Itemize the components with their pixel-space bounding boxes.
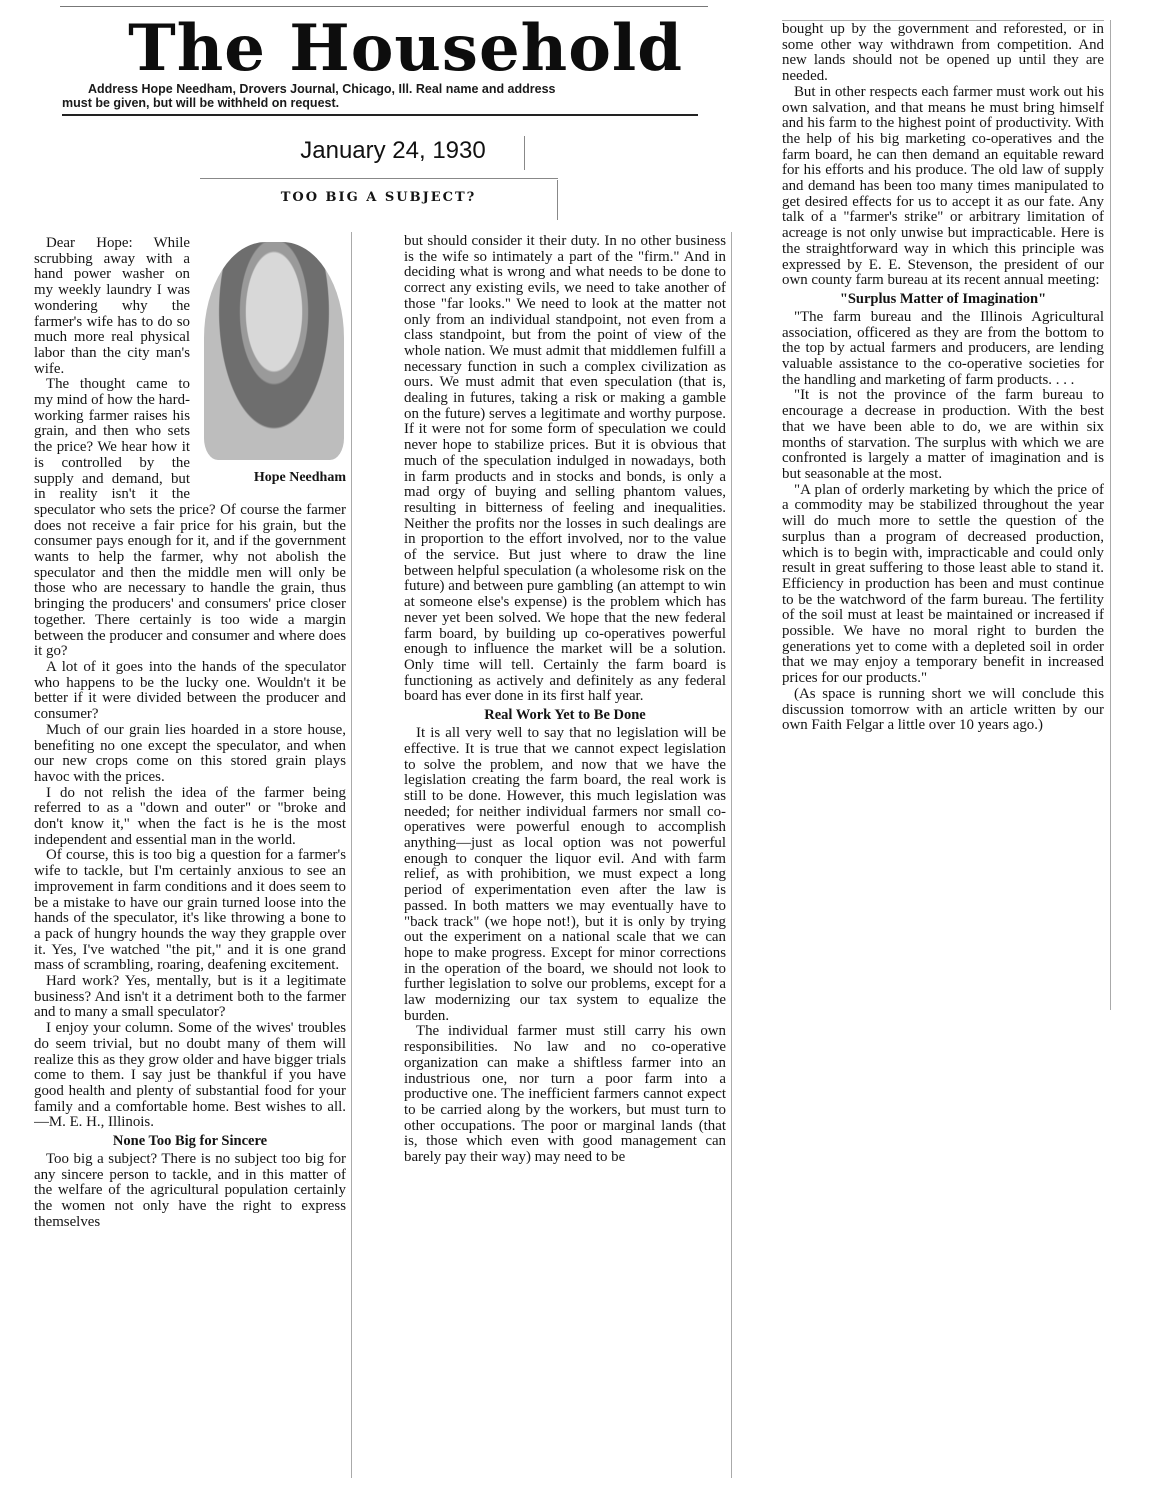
photo-caption: Hope Needham [253,470,346,485]
portrait-image [204,242,344,460]
article-paragraph: The individual farmer must still carry his own responsibilities. No law and no co-operative organization can make a shiftless farmer into an industrious one, nor turn a poor farm into a productive one. The inefficient farmers cannot expect to be carried along by the workers, but must turn to other occupations. The poor or marginal lands (that is, those which even with good management can barely pay their way) may need to be [404,1023,726,1166]
masthead-address [62,82,697,110]
letter-paragraph: Hard work? Yes, mentally, but is it a legitimate business? And isn't it a detriment both to the farmer and to many a small speculator? [34,973,346,1021]
column-divider [351,232,352,1478]
letter-paragraph: I do not relish the idea of the farmer being referred to as a "down and outer" or "broke and don't know it," when the fact is he is the most independent and essential man in the world. [34,784,346,848]
quote-paragraph: "The farm bureau and the Illinois Agricultural association, officered as they are from the bottom to the top by actual farmers and producers, are lending valuable assistance to the co-operative societies for the handling and marketing of farm products. . . . [782,308,1104,388]
address-line-1: Address Hope Needham, Drovers Journal, Chicago, Ill. Real name and address [88,82,556,96]
top-rule [60,6,708,7]
author-photo [196,236,346,498]
quote-paragraph: "A plan of orderly marketing by which the price of a commodity may be stabilized throughout the year will do much more to settle the question of the surplus than a program of decreased production, which is to begin with, impracticable and could only result in great suffering to those least able to stand it. Efficiency in production has been and must continue to be the watchword of the farm bureau. The fertility of the soil must at least be maintained or increased if possible. We have no moral right to burden the generations yet to come with a depleted soil in order that we may enjoy a temporary benefit in increased prices for our products." [782,481,1104,687]
letter-paragraph: A lot of it goes into the hands of the speculator who happens to be the lucky one. Wouldn't it be better if it were divided between the producer and consumer? [34,658,346,723]
article-headline: TOO BIG A SUBJECT? [280,190,477,205]
address-line-2: must be given, but will be withheld on request. [62,96,340,110]
letter-paragraph: Dear Hope: While scrubbing away with a hand power washer on my weekly laundry I was wondering why the farmer's wife has to do so much more real physical labor than the city man's wife. [34,236,190,377]
date-line: January 24, 1930 [300,137,486,164]
article-paragraph: But in other respects each farmer must work out his own salvation, and that means he must bring himself and his farm to the highest point of productivity. With the help of his big marketing co-operatives and the farm board, he can then demand an equitable reward for his efforts and his produce. The old law of supply and demand has been too many times manipulated to get desired effects for us to accept it as our fate. Any talk of a "farmer's strike" or arbitrary limitation of acreage is not only unwise but impracticable. Here is the straightforward way in which this principle was expressed by E. E. Stevenson, the president of our own county farm bureau at its recent annual meeting: [782,83,1104,289]
headline-rule [200,178,558,179]
date-box-border [524,136,525,170]
letter-paragraph: I enjoy your column. Some of the wives' troubles do seem trivial, but no doubt many of them will realize this as they grow older and have bigger trials come to them. I say just be thankful if you have good health and plenty of substantial food for your family and a comfortable home. Best wishes to all.—M. E. H., Illinois. [34,1020,346,1131]
article-paragraph: Too big a subject? There is no subject too big for any sincere person to tackle, and in this matter of the welfare of the agricultural population certainly the women not only have the right to express themselves [34,1151,346,1230]
letter-paragraph: The thought came to my mind of how the hard-working farmer raises his grain, and then who sets the price? We hear how it is controlled by the supply and demand, but in reality isn't it the speculator who sets the price? Of course the farmer does not receive a fair price for his grain, but the consumer pays enough for it, and if the government wants to help the farmer, why not abolish the speculator and then the middle men will only be those who are necessary to handle the grain, thus bringing the producers' and consumers' price closer together. There certainly is too wide a margin between the producer and consumer and where does it go? [34,376,346,660]
headline-box-right [557,180,558,220]
column-3-top-border [782,20,1104,21]
quote-paragraph: "It is not the province of the farm bureau to encourage a decrease in production. With the best that we have been able to do, we are within six months of starvation. The surplus with which we are confronted is largely a matter of imagination and is but seasonable at the most. [782,387,1104,482]
subheading: None Too Big for Sincere [112,1133,268,1150]
column-3-right-border [1110,20,1111,1010]
article-paragraph: bought up by the government and reforested, or in some other way withdrawn from competition. And new lands should not be opened up until they are needed. [782,22,1104,85]
subheading: Real Work Yet to Be Done [484,707,646,724]
closing-note: (As space is running short we will conclude this discussion tomorrow with an article written by our own Faith Felgar a little over 10 years ago.) [782,685,1104,734]
column-3 [782,22,1104,1007]
masthead-rule [62,114,698,116]
column-divider [731,232,732,1478]
subheading: "Surplus Matter of Imagination" [839,290,1047,307]
letter-paragraph: Of course, this is too big a question for a farmer's wife to tackle, but I'm certainly anxious to see an improvement in farm conditions and it does seem to be a mistake to have our grain turned loose into the hands of the speculator, it's like throwing a bone to a pack of hungry hounds the way they grapple over it. Yes, I've watched "the pit," and it is one grand mass of scrambling, roaring, deafening excitement. [34,847,346,974]
letter-paragraph: Much of our grain lies hoarded in a store house, benefiting no one except the speculator, and when our new crops come on this stored grain plays havoc with the prices. [34,721,346,785]
article-paragraph: but should consider it their duty. In no other business is the wife so intimately a part of the "firm." And in deciding what is wrong and what needs to be done to correct any existing evils, we need to take another of those "far looks." We need to look at the matter not only from an individual standpoint, not even from a class standpoint, but from the point of view of the whole nation. We must admit that middlemen fulfill a necessary function in such a complex civilization as ours. We must admit that even speculation (that is, dealing in futures, taking a risk or making a gamble on the future) serves a legitimate and worthy purpose. If it were not for some form of speculation we could never hope to stabilize prices. But it is obvious that much of the speculation indulged in nowadays, both in farm products and in stocks and bonds, is only a mad orgy of buying and selling phantom values, resulting in bitterness of feeling and inequalities. Neither the profits nor the losses in such dealings are in proportion to the effort involved, nor to the value of the service. But just where to draw the line between helpful speculation (a wholesome risk on the future) and between pure gambling (an attempt to win at someone else's expense) is the problem which has never yet been solved. We hope that the new federal farm board, by building up co-operatives powerful enough to influence the market will be a solution. Only time will tell. Certainly the farm board is functioning as actively and definitely as any federal board has ever done in its first half year. [404,234,726,705]
column-2 [404,234,726,1482]
masthead-title: The Household [128,11,683,86]
article-paragraph: It is all very well to say that no legislation will be effective. It is true that we cannot expect legislation to solve the problem, and now that we have the legislation creating the farm board, the real work is still to be done. However, this much legislation was needed; for neither individual farmers nor small co-operatives were powerful enough to accomplish anything—just as local option was not powerful enough to conquer the liquor evil. And with farm relief, as with prohibition, we must expect a long period of experimentation even after the law is passed. In both matters we may eventually have to "back track" (we hope not!), but it is only by trying out the experiment on a national scale that we can hope to make progress. Except for minor corrections in the operation of the board, we should not look to further legislation to solve our problems, except for a law modernizing our tax system to equalize the burden. [404,725,726,1024]
column-1 [34,236,346,1486]
